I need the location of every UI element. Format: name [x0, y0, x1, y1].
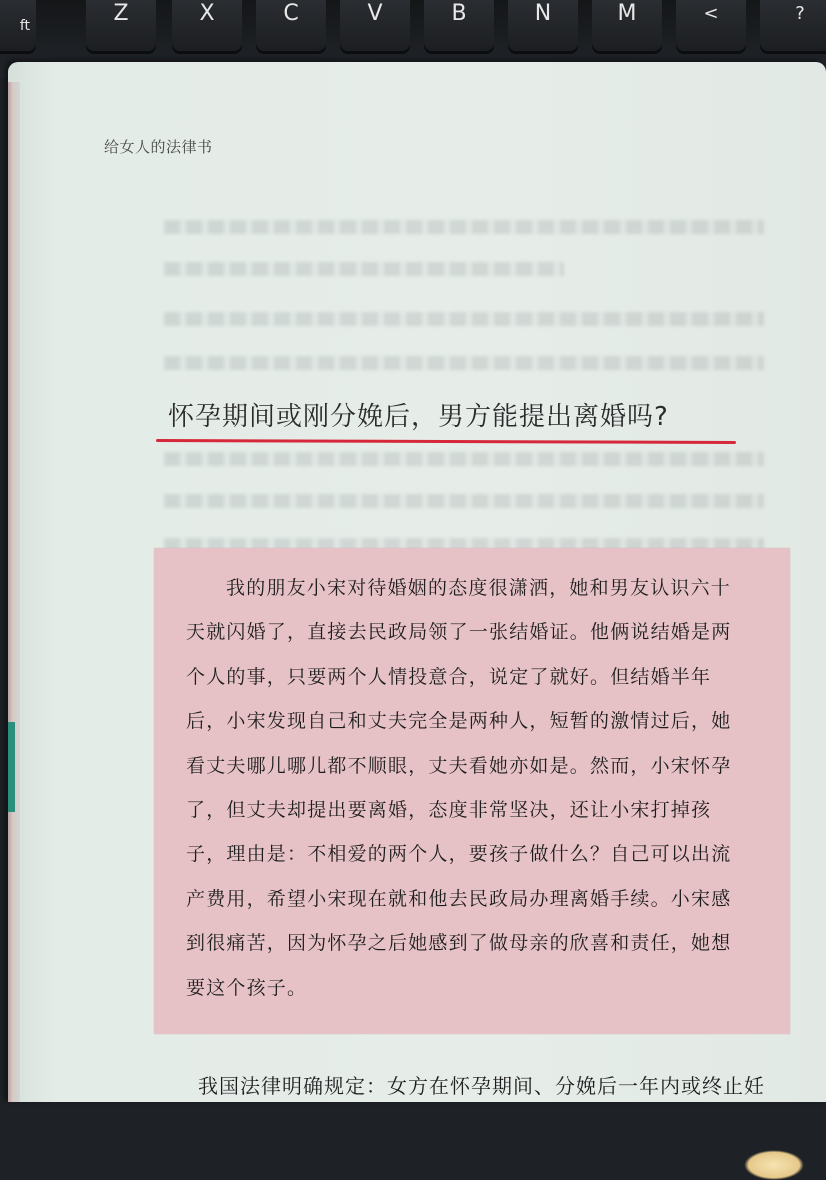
key-z: [86, 0, 156, 54]
running-head: 给女人的法律书: [104, 138, 213, 156]
key-period: [760, 0, 826, 54]
story-line: 后，小宋发现自己和丈夫完全是两种人，短暂的激情过后，她: [186, 710, 732, 733]
ghost-line: [164, 262, 564, 276]
key-label: B: [451, 1, 467, 26]
ghost-line: [164, 312, 764, 326]
story-line: 到很痛苦，因为怀孕之后她感到了做母亲的欣喜和责任，她想: [186, 932, 732, 955]
key-comma: [676, 0, 746, 54]
key-c: [256, 0, 326, 54]
story-line: 天就闪婚了，直接去民政局领了一张结婚证。他俩说结婚是两: [186, 621, 732, 644]
thumb: [744, 1150, 804, 1180]
story-line: 子，理由是：不相爱的两个人，要孩子做什么？自己可以出流: [186, 843, 732, 866]
ghost-line: [164, 220, 764, 234]
key-label: Z: [113, 1, 129, 26]
key-x: [172, 0, 242, 54]
key-shift: [0, 0, 36, 54]
page-tab: [8, 722, 15, 812]
page-edge: [8, 82, 20, 1102]
key-b: [424, 0, 494, 54]
story-line: 要这个孩子。: [186, 976, 308, 999]
law-statement-line: 我国法律明确规定：女方在怀孕期间、分娩后一年内或终止妊: [198, 1074, 765, 1098]
key-v: [340, 0, 410, 54]
story-line: 个人的事，只要两个人情投意合，说定了就好。但结婚半年: [186, 665, 712, 688]
red-underline: [156, 439, 736, 444]
story-text: [186, 566, 766, 1010]
key-m: [592, 0, 662, 54]
ghost-line: [164, 356, 764, 370]
key-label: <: [703, 3, 719, 24]
key-label: M: [617, 1, 637, 26]
key-n: [508, 0, 578, 54]
key-label: ?: [795, 3, 805, 24]
story-line: 我的朋友小宋对待婚姻的态度很潇洒，她和男友认识六十: [226, 577, 732, 599]
key-label: C: [283, 1, 299, 26]
key-label: X: [199, 1, 215, 26]
key-label: N: [534, 1, 552, 26]
story-line: 看丈夫哪儿哪儿都不顺眼，丈夫看她亦如是。然而，小宋怀孕: [186, 754, 732, 777]
story-line: 了，但丈夫却提出要离婚，态度非常坚决，还让小宋打掉孩: [186, 798, 712, 821]
ghost-line: [164, 452, 764, 466]
story-line: 产费用，希望小宋现在就和他去民政局办理离婚手续。小宋感: [186, 887, 732, 910]
key-label: ft: [19, 18, 30, 34]
book-page: [8, 62, 826, 1102]
section-title: 怀孕期间或刚分娩后，男方能提出离婚吗?: [168, 402, 669, 432]
key-label: V: [367, 1, 383, 26]
ghost-line: [164, 494, 764, 508]
